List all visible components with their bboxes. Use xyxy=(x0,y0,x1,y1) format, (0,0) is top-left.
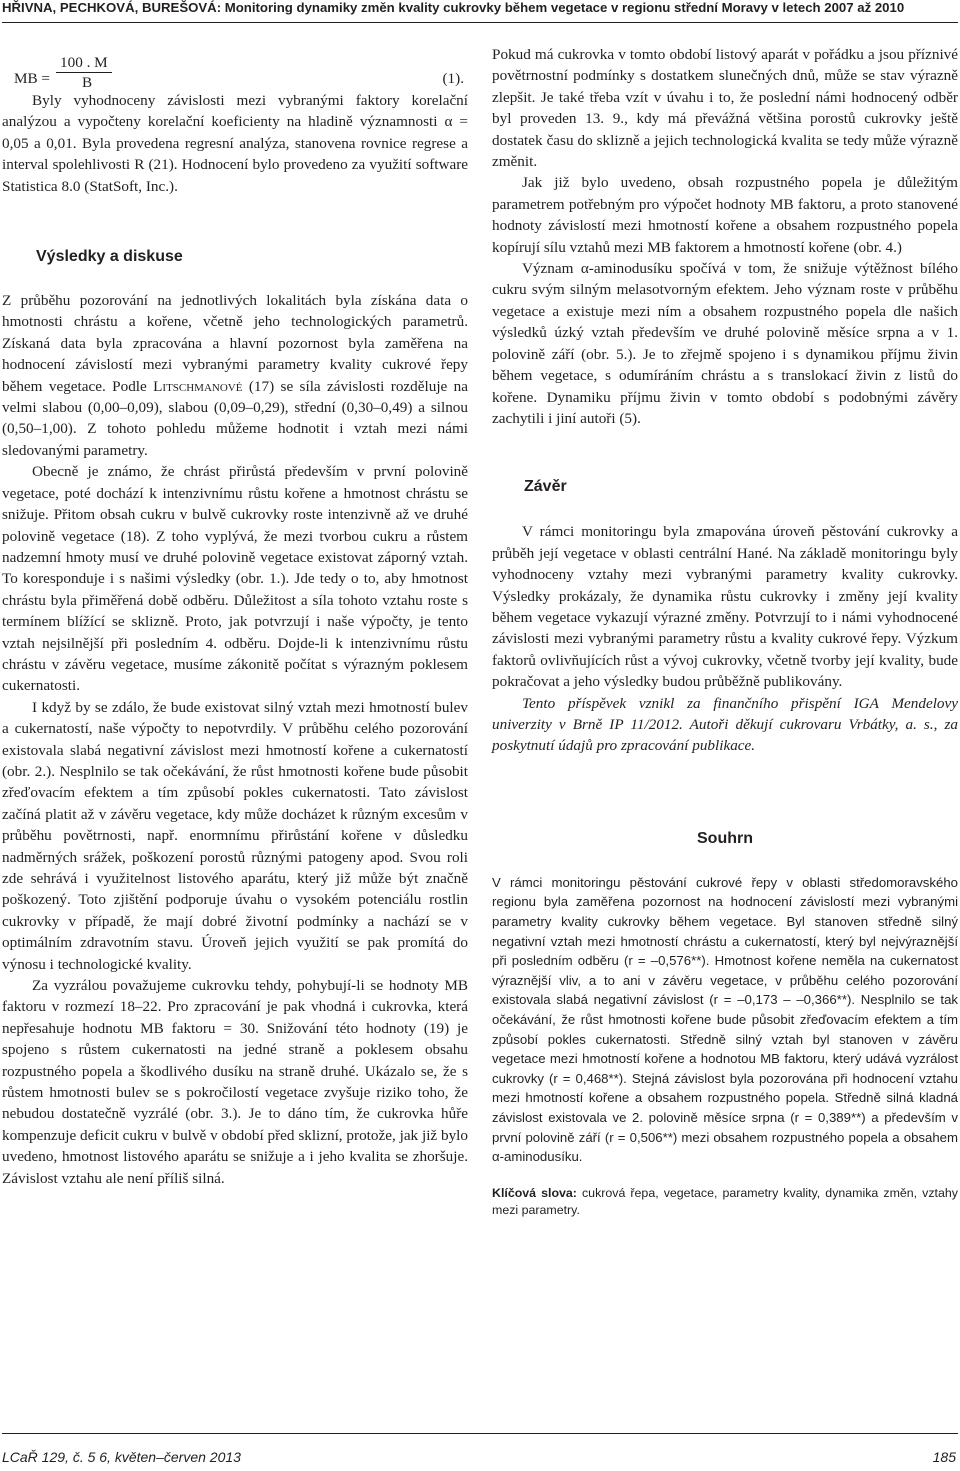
section-heading-conclusion: Závěr xyxy=(524,478,567,496)
running-head: HŘIVNA, PECHKOVÁ, BUREŠOVÁ: Monitoring dynamiky změn kvality cukrovky během vegetace v regionu střední Moravy v letech 2007 až 2010 xyxy=(2,0,905,15)
summary-paragraph: V rámci monitoringu pěstování cukrové řepy v oblasti středomoravského regionu byla zaměřena pozornost na hodnocení závislostí mezi vybranými parametry kvality cukrovky během vegetace. Byl stanoven středně silný negativní vztah mezi hmotností chrástu a cukernatostí, který byl nejvýraznější při posledním odběru (r = –0,576**). Hmotnost kořene neměla na cukernatost výraznější vliv, a to ani v závěru vegetace, v průběhu celého pozorování existovala slabá negativní závislost (r = –0,173 – –0,366**). Nesplnilo se tak očekávání, že růst hmotnosti kořene bude působit zřeďovacím efektem a tím způsobí pokles cukernatosti. Středně silný vztah byl stanoven v závěru vegetace mezi hmotností kořene a hodnotou MB faktoru, který udává vyzrálost cukrovky (r = 0,468**). Stejná závislost byla pozorována při hodnocení vztahu mezi hmotností kořene a obsahem rozpustného popela. Středně silná kladná závislost existovala ve 2. polovině měsíce srpna (r = 0,389**) a především v první polovině září (r = 0,506**) mezi obsahem rozpustného popela a obsahem α-aminodusíku. xyxy=(492,874,958,1165)
footer-journal: LCaŘ 129, č. 5 6, květen–červen 2013 xyxy=(2,1449,241,1465)
methods-paragraph: Byly vyhodnoceny závislosti mezi vybranými faktory korelační analýzou a vypočteny korelační koeficienty na hladině významnosti α = 0,05 a 0,01. Byla provedena regresní analýza, stanovena rovnice regrese a interval spolehlivosti R (21). Hodnocení bylo provedeno za využití software Statistica 8.0 (StatSoft, Inc.). xyxy=(2,92,468,195)
page-number: 185 xyxy=(932,1449,956,1465)
equation-numerator: 100 . M xyxy=(56,54,112,73)
equation-lhs: MB = xyxy=(14,70,50,87)
right-column xyxy=(492,44,958,1220)
left-column xyxy=(2,44,468,1189)
keywords-label: Klíčová slova: xyxy=(492,1185,577,1200)
equation-mb xyxy=(2,44,468,90)
header-rule xyxy=(2,22,958,23)
footer-rule xyxy=(2,1433,958,1434)
results-paragraph-6: Význam α-aminodusíku spočívá v tom, že snižuje výtěžnost bílého cukru svým silným melasotvorným efektem. Jeho význam roste v průběhu vegetace a existuje mezi ním a obsahem rozpustného popela dle našich výsledků úzký vztah především ve druhé polovině měsíce srpna a v 1. polovině září (obr. 5.). Je to zřejmě spojeno i s dynamikou příjmu živin během vegetace, s odumíráním chrástu a s translokací živin z listů do kořene. Dynamiku příjmu živin v tomto období s podobnými závěry zachytili i jiní autoři (5). xyxy=(492,260,958,427)
keywords xyxy=(492,1185,958,1220)
results-paragraph-continued: Pokud má cukrovka v tomto období listový aparát v pořádku a jsou příznivé povětrnostní podmínky s dostatkem slunečných dnů, může se stav výrazně zlepšit. Je také třeba vzít v úvahu i to, že poslední námi hodnocený odběr byl proveden 13. 9., kdy má převážná většina porostů cukrovky ještě dostatek času do sklizně a jejich technologická kvalita se tedy může výrazně změnit. xyxy=(492,46,958,171)
results-paragraph-1: Z průběhu pozorování na jednotlivých lokalitách byla získána data o hmotnosti chrástu a kořene, včetně jeho technologických parametrů. Získaná data byla zpracována a hlavní pozornost byla zaměřena na hodnocení závislostí mezi vybranými parametry kvality cukrové řepy během vegetace. Podle Litschmanové (17) se síla závislosti rozděluje na velmi slabou (0,00–0,09), slabou (0,09–0,29), střední (0,30–0,49) a silnou (0,50–1,00). Z tohoto pohledu můžeme hodnotit i vztah mezi námi sledovanými parametry. xyxy=(2,292,468,459)
results-paragraph-4: Za vyzrálou považujeme cukrovku tehdy, pohybují-li se hodnoty MB faktoru v rozmezí 18–22. Pro zpracování je pak vhodná i cukrovka, která nepřesahuje hodnotu MB faktoru = 30. Snižování této hodnoty (19) je spojeno s růstem cukernatosti na jedné straně a poklesem obsahu rozpustného popela a škodlivého dusíku na straně druhé. Ukázalo se, že s růstem hmotnosti bulev se s pokročilostí vegetace zvyšuje riziko toho, že nebudou dostatečně vyzrálé (obr. 3.). Je to dáno tím, že cukrovka hůře kompenzuje deficit cukru v bulvě v období před sklizní, protože, jak již bylo uvedeno, hmotnost listového aparátu se snižuje a i jeho kvalita se zhoršuje. Závislost vztahu ale není příliš silná. xyxy=(2,977,468,1187)
results-paragraph-3: I když by se zdálo, že bude existovat silný vztah mezi hmotností bulev a cukernatostí, naše výpočty to nepotvrdily. V průběhu celého pozorování existovala slabá negativní závislost mezi hmotností kořene a cukernatostí (obr. 2.). Nesplnilo se tak očekávání, že růst hmotnosti kořene bude působit zřeďovacím efektem a tím způsobí pokles cukernatosti. Tato závislost začíná platit až v závěru vegetace, kdy může docházet k různým excesům v průběhu povětrnosti, např. enormnímu přirůstání kořene v důsledku nadměrných srážek, poškození porostů různými patogeny apod. Svou roli zde sehrává i využitelnost listového aparátu, který již může být značně poškozený. Toto zjištění podporuje úvahu o vysokém potenciálu rostlin cukrovky v případě, že mají dobré životní podmínky a nachází se v optimálním zdravotním stavu. Úroveň jejich využití se pak promítá do výnosu i technologické kvality. xyxy=(2,698,468,973)
section-heading-summary: Souhrn xyxy=(697,829,753,847)
results-paragraph-5: Jak již bylo uvedeno, obsah rozpustného popela je důležitým parametrem potřebným pro výpočet hodnoty MB faktoru, a proto stanovené hodnoty závislostí mezi hmotností kořene a obsahem rozpustného popela kopírují sílu vztahů mezi MB faktorem a hmotností kořene (obr. 4.) xyxy=(492,174,958,256)
equation-number: (1). xyxy=(442,70,464,87)
results-paragraph-2: Obecně je známo, že chrást přirůstá především v první polovině vegetace, poté dochází k intenzivnímu růstu kořene a hmotnost chrástu se snižuje. Přitom obsah cukru v bulvě cukrovky roste intenzivně až ve druhé polovině vegetace (18). Z toho vyplývá, že mezi tvorbou cukru a růstem nadzemní hmoty musí ve druhé polovině vegetace existovat záporný vztah. To koresponduje i s našimi výsledky (obr. 1.). Jde tedy o to, aby hmotnost chrástu byla přiměřená době odběru. Důležitost a síla tohoto vztahu roste s termínem blížící se sklizně. Proto, jak potvrzují i naše výpočty, je tento vztah nejsilnější při posledním 4. odběru. Dojde-li k intenzivnímu růstu chrástu v závěru vegetace, musíme zákonitě počítat s výrazným poklesem cukernatosti. xyxy=(2,463,468,695)
conclusion-paragraph: V rámci monitoringu byla zmapována úroveň pěstování cukrovky a průběh její vegetace v oblasti centrální Hané. Na základě monitoringu byly vyhodnoceny vztahy mezi vybranými parametry kvality cukrovky. Výsledky prokázaly, že dynamika růstu cukrovky i změny její kvality během vegetace vykazují výrazné změny. Potvrzují to i námi vyhodnocené závislosti mezi vybranými parametry růstu a kvality cukrové řepy. Výzkum faktorů ovlivňujících růst a vývoj cukrovky, včetně tvorby její kvality, bude pokračovat a jeho výsledky budou průběžně publikovány. xyxy=(492,523,958,691)
acknowledgement: Tento příspěvek vznikl za finančního přispění IGA Mendelovy univerzity v Brně IP 11/2012. Autoři děkují cukrovaru Vrbátky, a. s., za poskytnutí údajů pro zpracování publikace. xyxy=(492,694,958,755)
keywords-text: cukrová řepa, vegetace, parametry kvality, dynamika změn, vztahy mezi parametry. xyxy=(492,1185,958,1218)
equation-denominator: B xyxy=(82,74,93,91)
section-heading-results: Výsledky a diskuse xyxy=(36,248,183,266)
author-name-smallcaps: Litschmanové xyxy=(153,377,243,395)
